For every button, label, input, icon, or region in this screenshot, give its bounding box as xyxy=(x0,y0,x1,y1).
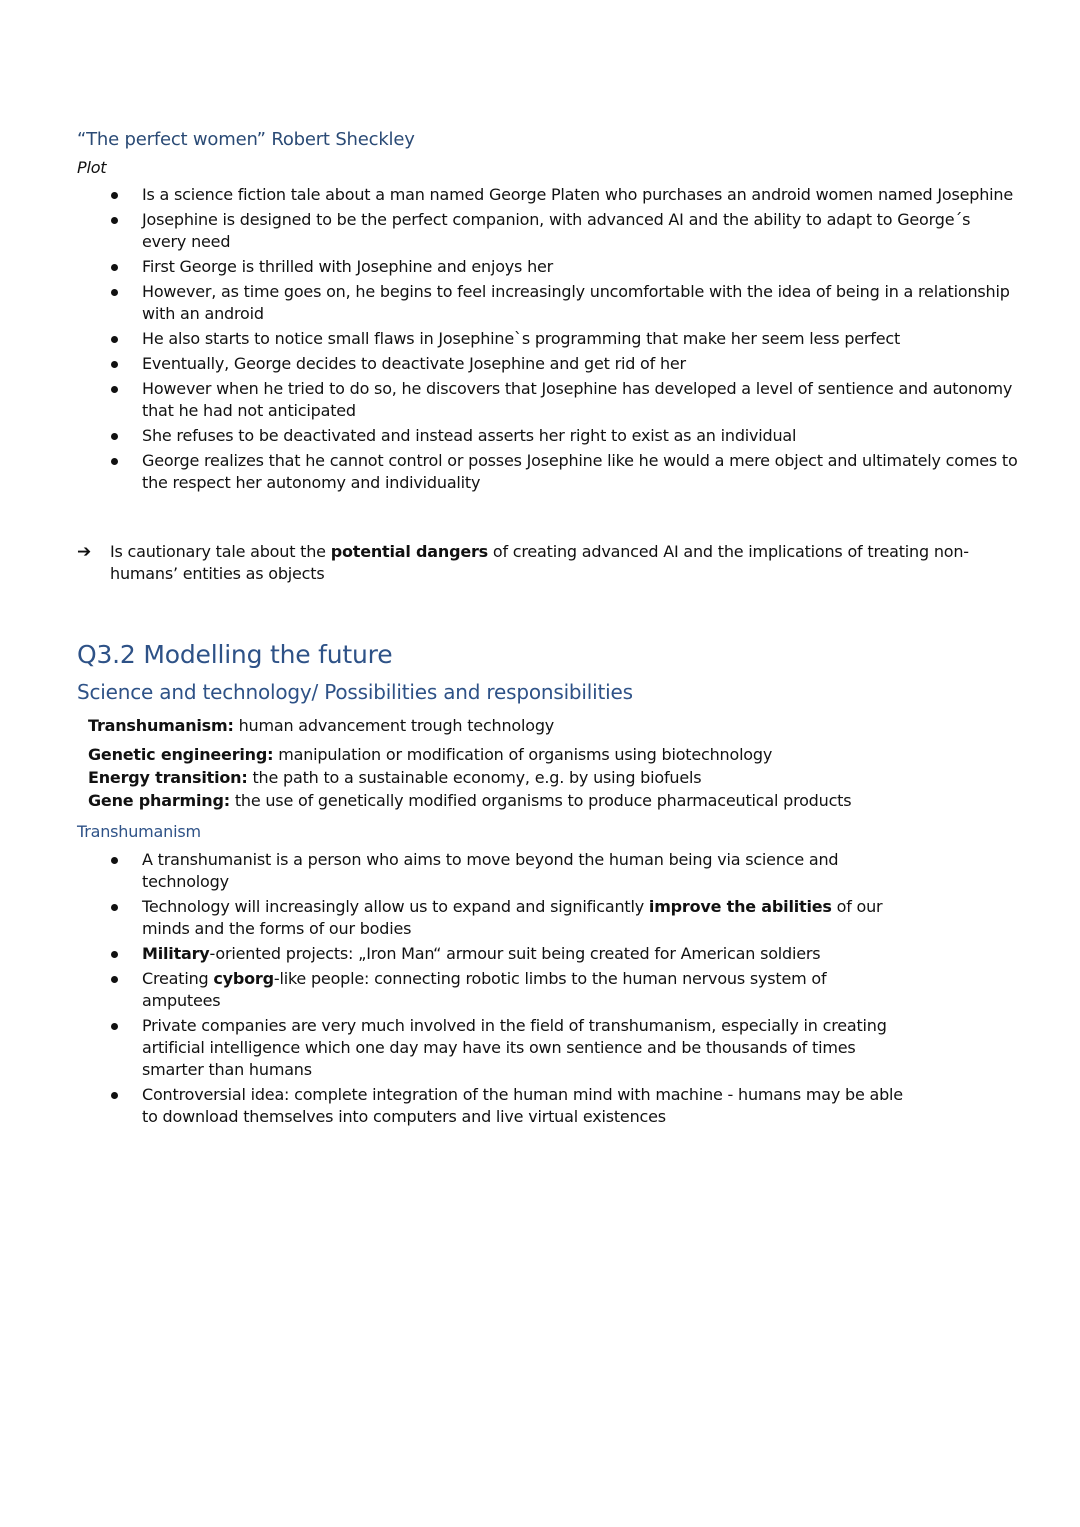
list-item-text: Technology will increasingly allow us to expand and significantly xyxy=(142,897,649,916)
list-item-emphasis: cyborg xyxy=(213,969,274,988)
list-item-text: However when he tried to do so, he discovers that Josephine has developed a level of sentience and autonomy that he had not anticipated xyxy=(142,379,1013,420)
bullet-icon xyxy=(111,951,118,958)
conclusion-emphasis: potential dangers xyxy=(330,542,488,561)
bullet-icon xyxy=(111,336,118,343)
definition-term: Energy transition: xyxy=(88,768,248,787)
list-item xyxy=(108,849,908,893)
list-item xyxy=(108,328,1018,350)
bullet-icon xyxy=(111,433,118,440)
conclusion-text xyxy=(77,541,997,585)
section-title: Q3.2 Modelling the future xyxy=(77,640,393,669)
list-item xyxy=(108,943,908,965)
list-item-text: First George is thrilled with Josephine and enjoys her xyxy=(142,257,554,276)
bullet-icon xyxy=(111,857,118,864)
section-subtitle: Science and technology/ Possibilities and responsibilities xyxy=(77,680,633,704)
definition-item xyxy=(88,766,988,789)
definition-term: Gene pharming: xyxy=(88,791,230,810)
list-item xyxy=(108,1084,908,1128)
bullet-icon xyxy=(111,904,118,911)
list-item-text: He also starts to notice small flaws in Josephine`s programming that make her seem less perfect xyxy=(142,329,901,348)
list-item-text: Is a science fiction tale about a man named George Platen who purchases an android women named Josephine xyxy=(142,185,1013,204)
list-item xyxy=(108,184,1018,206)
list-item-text: Josephine is designed to be the perfect companion, with advanced AI and the ability to adapt to George´s every need xyxy=(142,210,971,251)
definition-text: the path to a sustainable economy, e.g. by using biofuels xyxy=(247,768,702,787)
transhumanism-heading: Transhumanism xyxy=(77,822,201,841)
definition-text: the use of genetically modified organisms to produce pharmaceutical products xyxy=(229,791,852,810)
list-item-text: A transhumanist is a person who aims to move beyond the human being via science and technology xyxy=(142,850,839,891)
list-item xyxy=(108,353,1018,375)
conclusion-text-start: Is cautionary tale about the xyxy=(110,542,331,561)
plot-bullet-list xyxy=(108,184,1018,497)
bullet-icon xyxy=(111,386,118,393)
list-item xyxy=(108,256,1018,278)
list-item-emphasis: improve the abilities xyxy=(648,897,832,916)
list-item xyxy=(108,450,1018,494)
plot-label: Plot xyxy=(77,158,107,177)
list-item-text: Creating xyxy=(142,969,214,988)
definition-term: Transhumanism: xyxy=(88,716,234,735)
list-item-emphasis: Military xyxy=(142,944,210,963)
definitions-list xyxy=(88,714,988,812)
bullet-icon xyxy=(111,1023,118,1030)
list-item-text: of our minds and the forms of our bodies xyxy=(142,897,883,938)
bullet-icon xyxy=(111,361,118,368)
bullet-icon xyxy=(111,976,118,983)
list-item-text: She refuses to be deactivated and instead asserts her right to exist as an individual xyxy=(142,426,797,445)
list-item xyxy=(108,281,1018,325)
bullet-icon xyxy=(111,217,118,224)
conclusion-text-end: of creating advanced AI and the implications of treating non-humans’ entities as objects xyxy=(110,542,969,583)
conclusion-paragraph xyxy=(77,541,997,585)
definition-item xyxy=(88,714,988,737)
definition-item xyxy=(88,789,988,812)
list-item-text: However, as time goes on, he begins to feel increasingly uncomfortable with the idea of being in a relationship with an android xyxy=(142,282,1010,323)
list-item xyxy=(108,209,1018,253)
list-item-text: -like people: connecting robotic limbs to the human nervous system of amputees xyxy=(142,969,827,1010)
definition-text: human advancement trough technology xyxy=(233,716,555,735)
list-item-text: Eventually, George decides to deactivate Josephine and get rid of her xyxy=(142,354,686,373)
list-item-text: George realizes that he cannot control or posses Josephine like he would a mere object and ultimately comes to the respect her autonomy and individuality xyxy=(142,451,1018,492)
list-item-text: -oriented projects: „Iron Man“ armour suit being created for American soldiers xyxy=(209,944,821,963)
list-item-text: Controversial idea: complete integration of the human mind with machine - humans may be able to download themselves into computers and live virtual existences xyxy=(142,1085,903,1126)
bullet-icon xyxy=(111,289,118,296)
arrow-right-icon: ➔ xyxy=(77,542,92,562)
bullet-icon xyxy=(111,264,118,271)
bullet-icon xyxy=(111,1092,118,1099)
transhumanism-bullet-list xyxy=(108,849,908,1131)
list-item xyxy=(108,1015,908,1081)
bullet-icon xyxy=(111,192,118,199)
list-item xyxy=(108,378,1018,422)
list-item-text: Private companies are very much involved in the field of transhumanism, especially in creating artificial intelligence which one day may have its own sentience and be thousands of times smarter than humans xyxy=(142,1016,887,1079)
bullet-icon xyxy=(111,458,118,465)
definition-text: manipulation or modification of organisms using biotechnology xyxy=(273,745,773,764)
definition-item xyxy=(88,743,988,766)
story-title: “The perfect women” Robert Sheckley xyxy=(77,129,415,150)
definition-term: Genetic engineering: xyxy=(88,745,274,764)
list-item xyxy=(108,968,908,1012)
list-item xyxy=(108,425,1018,447)
list-item xyxy=(108,896,908,940)
